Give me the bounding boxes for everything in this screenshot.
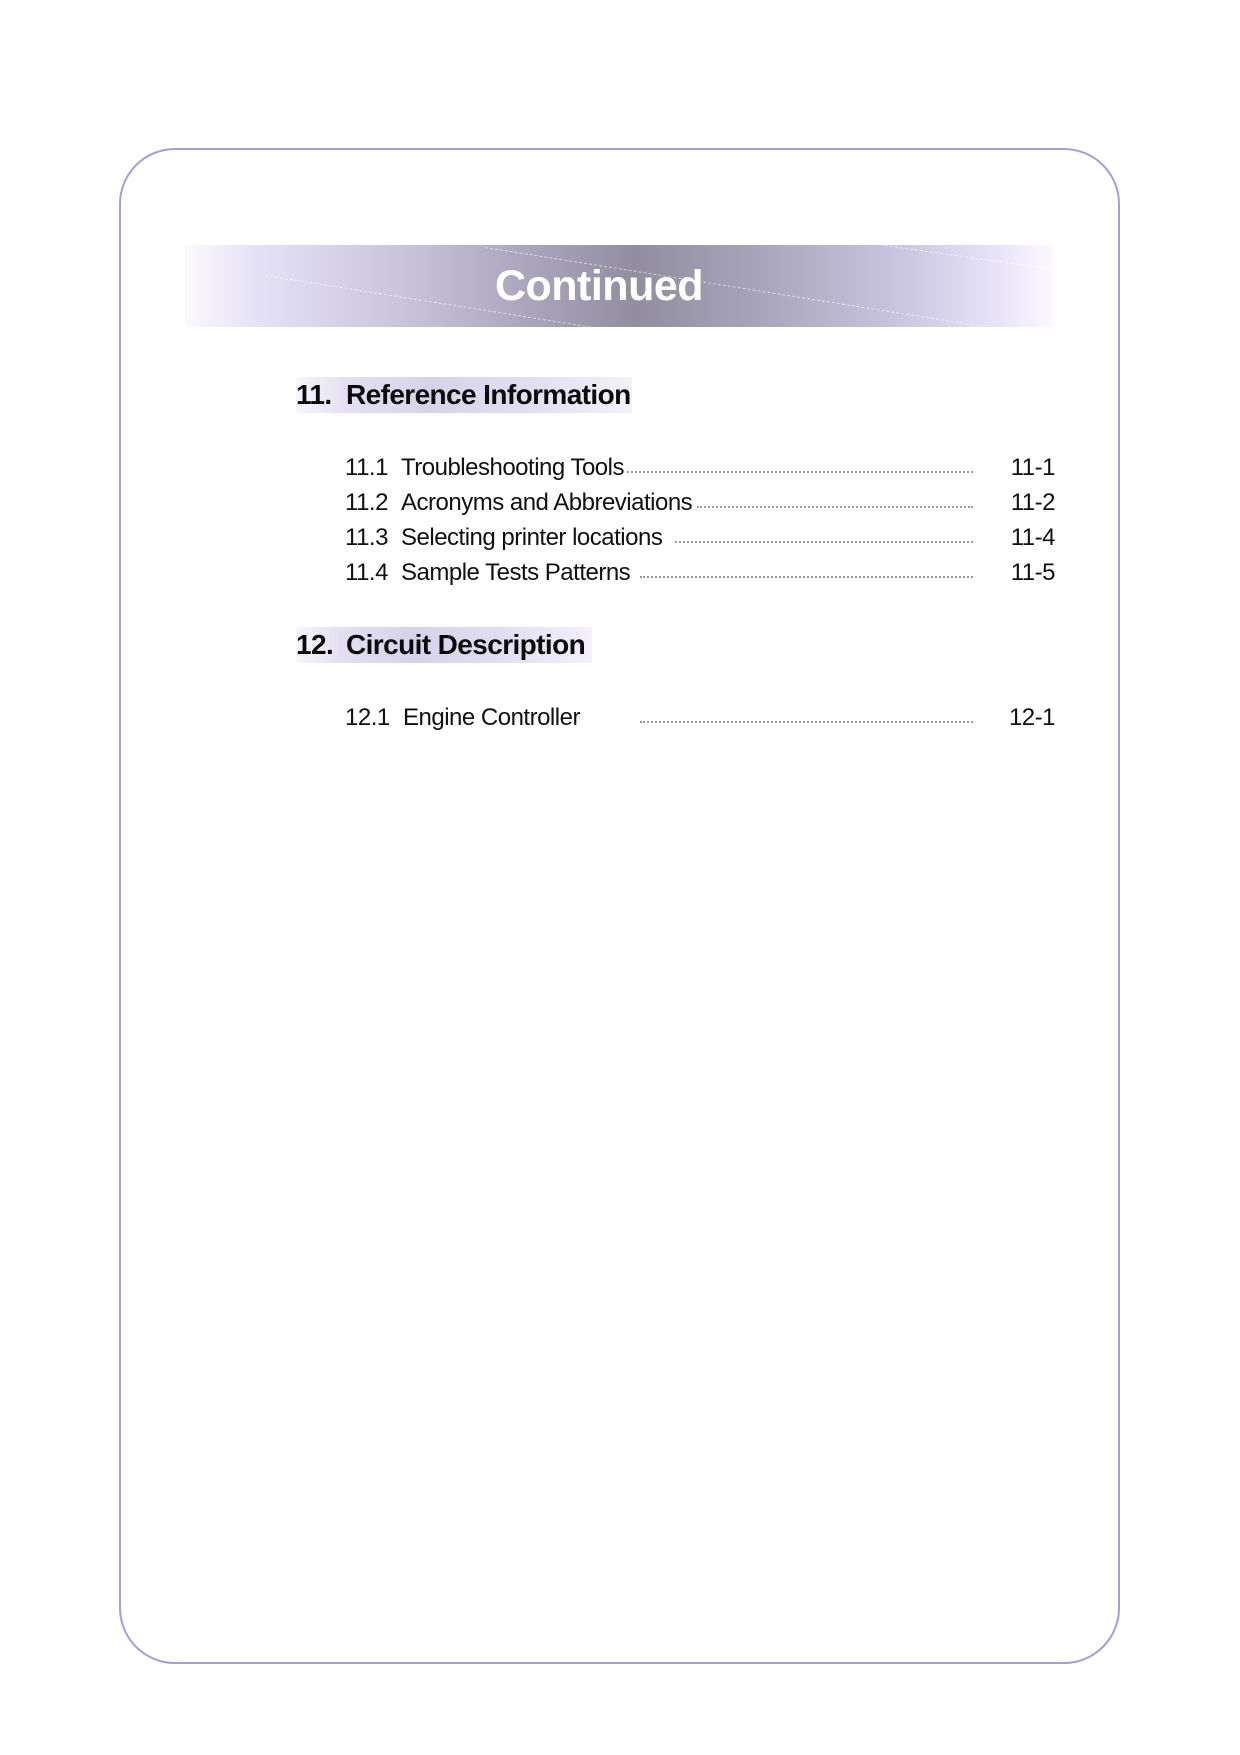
entry-number: 12.1: [345, 704, 390, 731]
section-title: Reference Information: [346, 379, 631, 410]
page-frame: [119, 148, 1120, 1664]
toc-entry-acronyms-abbreviations[interactable]: [345, 487, 1055, 519]
toc-entry-troubleshooting-tools[interactable]: [345, 452, 1055, 484]
continued-banner: [185, 245, 1053, 327]
entry-title: Selecting printer locations: [401, 524, 663, 551]
entry-number: 11.4: [345, 559, 388, 586]
entry-page-number: 11-1: [1010, 454, 1055, 481]
dotted-leader: [675, 541, 973, 543]
dotted-leader: [640, 576, 973, 578]
entry-number: 11.1: [345, 454, 388, 481]
section-heading-circuit-description[interactable]: [296, 627, 592, 663]
toc-entry-selecting-printer-locations[interactable]: [345, 522, 1055, 554]
section-number: 12.: [296, 629, 334, 660]
dotted-leader: [697, 506, 973, 508]
entry-title: Troubleshooting Tools: [401, 454, 624, 481]
entry-title: Sample Tests Patterns: [401, 559, 631, 586]
entry-page-number: 11-5: [1010, 559, 1055, 586]
section-number: 11.: [296, 379, 332, 410]
toc-entry-engine-controller[interactable]: [345, 702, 1055, 734]
toc-entry-sample-tests-patterns[interactable]: [345, 557, 1055, 589]
entry-page-number: 11-2: [1010, 489, 1055, 516]
entry-title: Acronyms and Abbreviations: [401, 489, 693, 516]
entry-page-number: 12-1: [1008, 704, 1055, 731]
entry-title: Engine Controller: [403, 704, 580, 731]
entry-page-number: 11-4: [1010, 524, 1055, 551]
entry-number: 11.2: [345, 489, 388, 516]
dotted-leader: [640, 721, 973, 723]
dotted-leader: [627, 471, 973, 473]
entry-number: 11.3: [345, 524, 388, 551]
section-heading-reference-information[interactable]: [296, 377, 632, 413]
section-title: Circuit Description: [346, 629, 586, 660]
banner-title: Continued: [494, 262, 704, 310]
